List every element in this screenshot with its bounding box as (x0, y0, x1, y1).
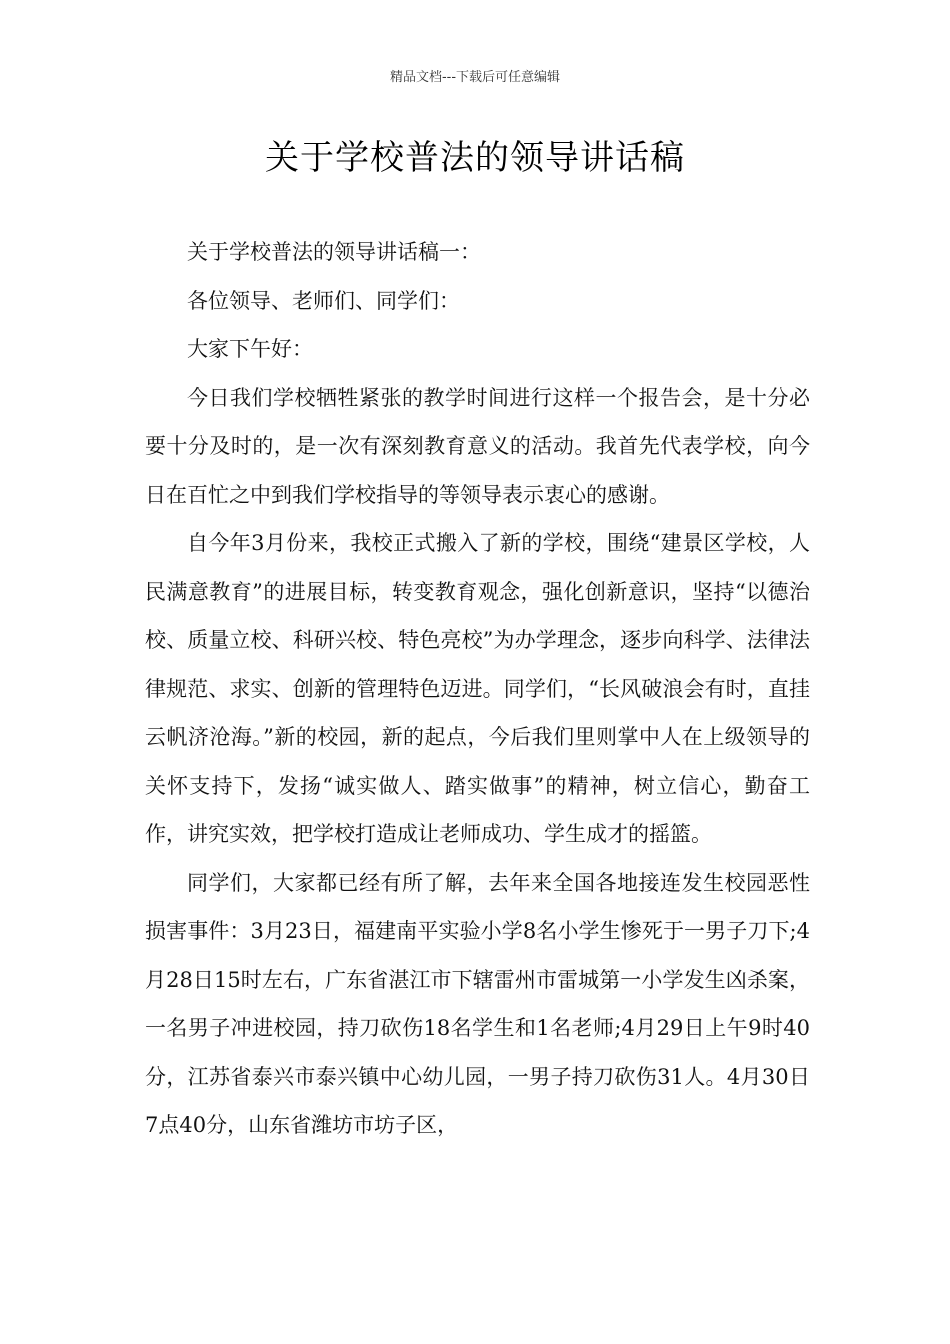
paragraph: 同学们，大家都已经有所了解，去年来全国各地接连发生校园恶性损害事件：3月23日，福建南平实验小学8名小学生惨死于一男子刀下;4月28日15时左右，广东省湛江市下辖雷州市雷城第一小学发生凶杀案，一名男子冲进校园，持刀砍伤18名学生和1名老师;4月29日上午9时40分，江苏省泰兴市泰兴镇中心幼儿园，一男子持刀砍伤31人。4月30日7点40分，山东省潍坊市坊子区， (145, 870, 810, 1137)
paragraph: 大家下午好： (187, 337, 313, 361)
document-body (145, 228, 810, 1150)
document-title: 关于学校普法的领导讲话稿 (265, 138, 685, 178)
header-note: 精品文档---下载后可任意编辑 (389, 70, 561, 85)
paragraph: 今日我们学校牺牲紧张的教学时间进行这样一个报告会，是十分必要十分及时的，是一次有深刻教育意义的活动。我首先代表学校，向今日在百忙之中到我们学校指导的等领导表示衷心的感谢。 (145, 385, 810, 507)
paragraph: 关于学校普法的领导讲话稿一： (187, 240, 481, 264)
paragraph: 各位领导、老师们、同学们： (187, 288, 460, 313)
paragraph: 自今年3月份来，我校正式搬入了新的学校，围绕“建景区学校，人民满意教育”的进展目标，转变教育观念，强化创新意识，坚持“以德治校、质量立校、科研兴校、特色亮校”为办学理念，逐步向科学、法律法律规范、求实、创新的管理特色迈进。同学们，“长风破浪会有时，直挂云帆济沧海。”新的校园，新的起点，今后我们里则掌中人在上级领导的关怀支持下，发扬“诚实做人、踏实做事”的精神，树立信心，勤奋工作，讲究实效，把学校打造成让老师成功、学生成才的摇篮。 (145, 531, 810, 846)
